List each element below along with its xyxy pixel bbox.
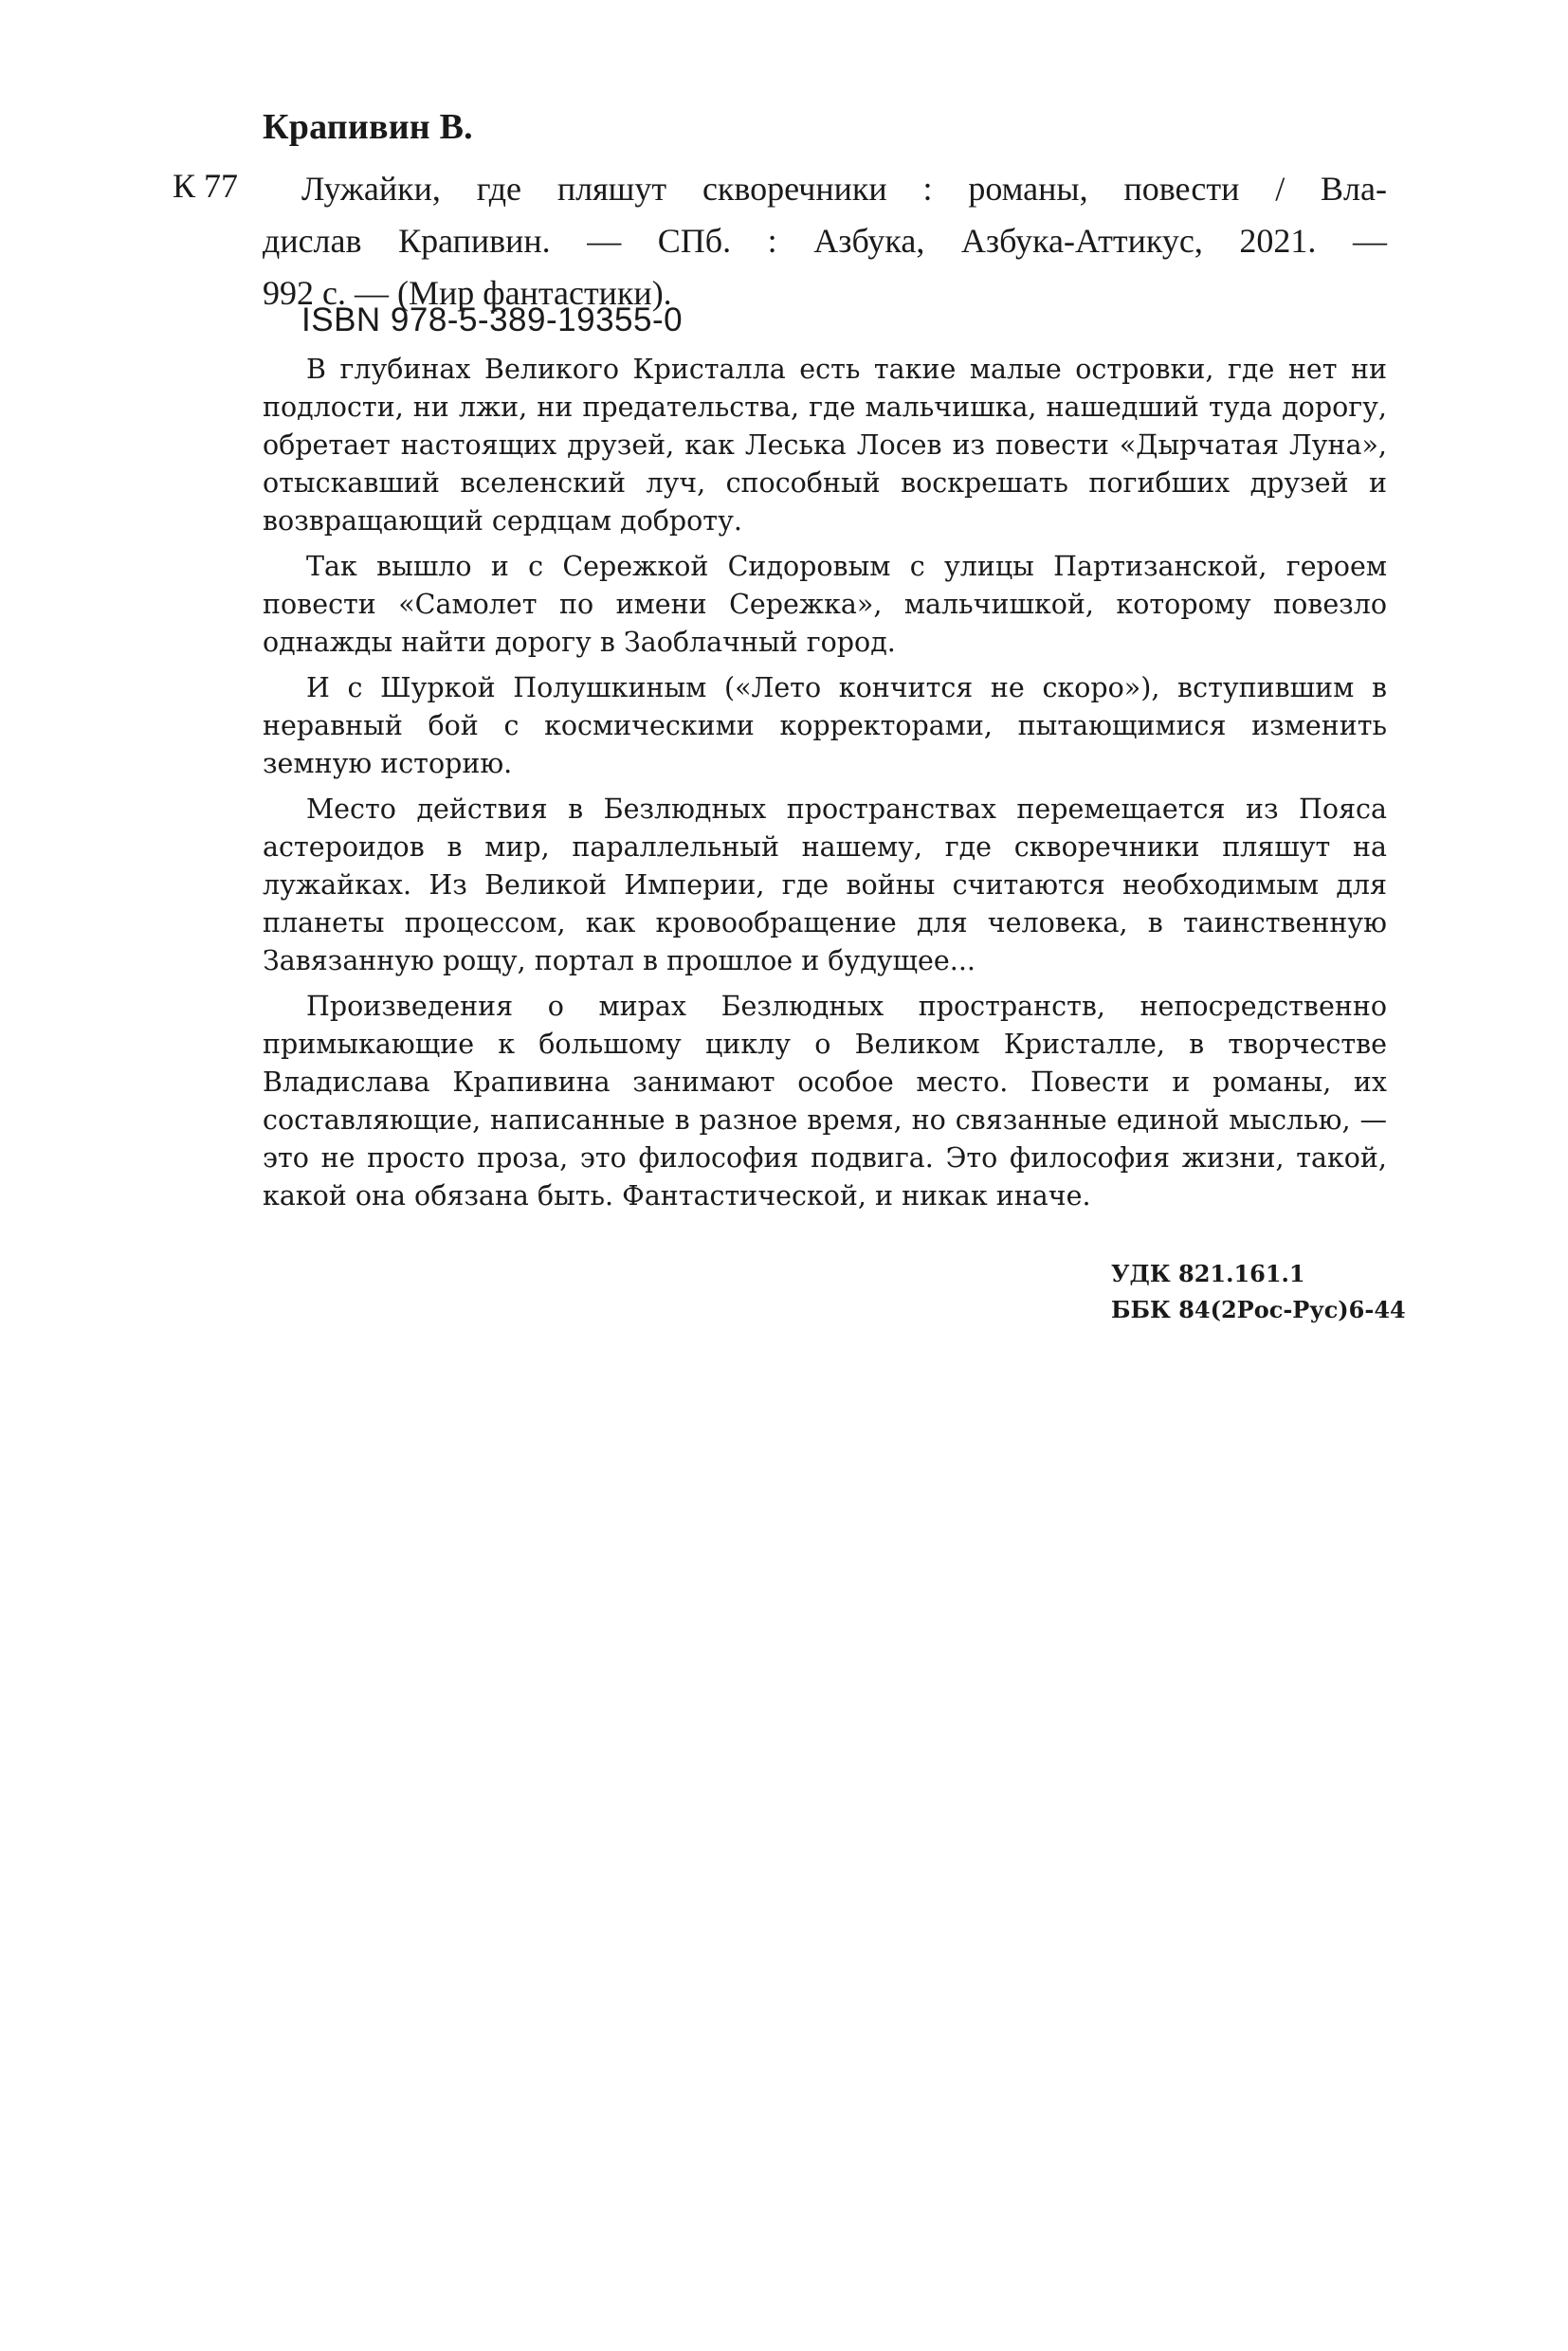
catalog-code: К 77 xyxy=(173,167,239,205)
udk-code: УДК 821.161.1 xyxy=(1111,1260,1305,1287)
annotation-paragraph: Так вышло и с Сережкой Сидоровым с улицы Партизанской, героем повести «Самолет по имени Сережка», мальчишкой, которому повезло однажды найти дорогу в Заоблачный город. xyxy=(263,551,1387,658)
title-line: дислав Крапивин. — СПб. : Азбука, Азбука-Аттикус, 2021. — xyxy=(263,222,1387,260)
bibliographic-description xyxy=(263,163,1387,319)
title-line: 992 с. — (Мир фантастики). xyxy=(263,274,672,312)
bbk-code: ББК 84(2Рос-Рус)6-44 xyxy=(1111,1296,1406,1323)
annotation-paragraph: Произведения о мирах Безлюдных пространств, непосредственно примыкающие к большому циклу о Великом Кристалле, в творчестве Владислава Крапивина занимают особое место. Повести и романы, их составляющие, написанные в разное время, но связанные единой мыслью, — это не просто проза, это философия подвига. Это философия жизни, такой, какой она обязана быть. Фантастической, и никак иначе. xyxy=(263,991,1387,1212)
classification-block xyxy=(1111,1256,1406,1328)
annotation-paragraph: В глубинах Великого Кристалла есть такие малые островки, где нет ни подлости, ни лжи, ни предательства, где мальчишка, нашедший туда дорогу, обретает настоящих друзей, как Леська Лосев из повести «Дырчатая Луна», отыскавший вселенский луч, способный воскрешать погибших друзей и возвращающий сердцам доброту. xyxy=(263,354,1387,537)
annotation-paragraph: И с Шуркой Полушкиным («Лето кончится не скоро»), вступившим в неравный бой с космическими корректорами, пытающимися изменить земную историю. xyxy=(263,672,1387,779)
annotation-paragraph: Место действия в Безлюдных пространствах перемещается из Пояса астероидов в мир, параллельный нашему, где скворечники пляшут на лужайках. Из Великой Империи, где войны считаются необходимым для планеты процессом, как кровообращение для человека, в таинственную Завязанную рощу, портал в прошлое и будущее... xyxy=(263,793,1387,976)
author-name: Крапивин В. xyxy=(263,107,473,147)
isbn: ISBN 978-5-389-19355-0 xyxy=(301,301,684,338)
annotation xyxy=(263,351,1387,1223)
title-line: Лужайки, где пляшут скворечники : романы, повести / Вла- xyxy=(301,170,1387,208)
